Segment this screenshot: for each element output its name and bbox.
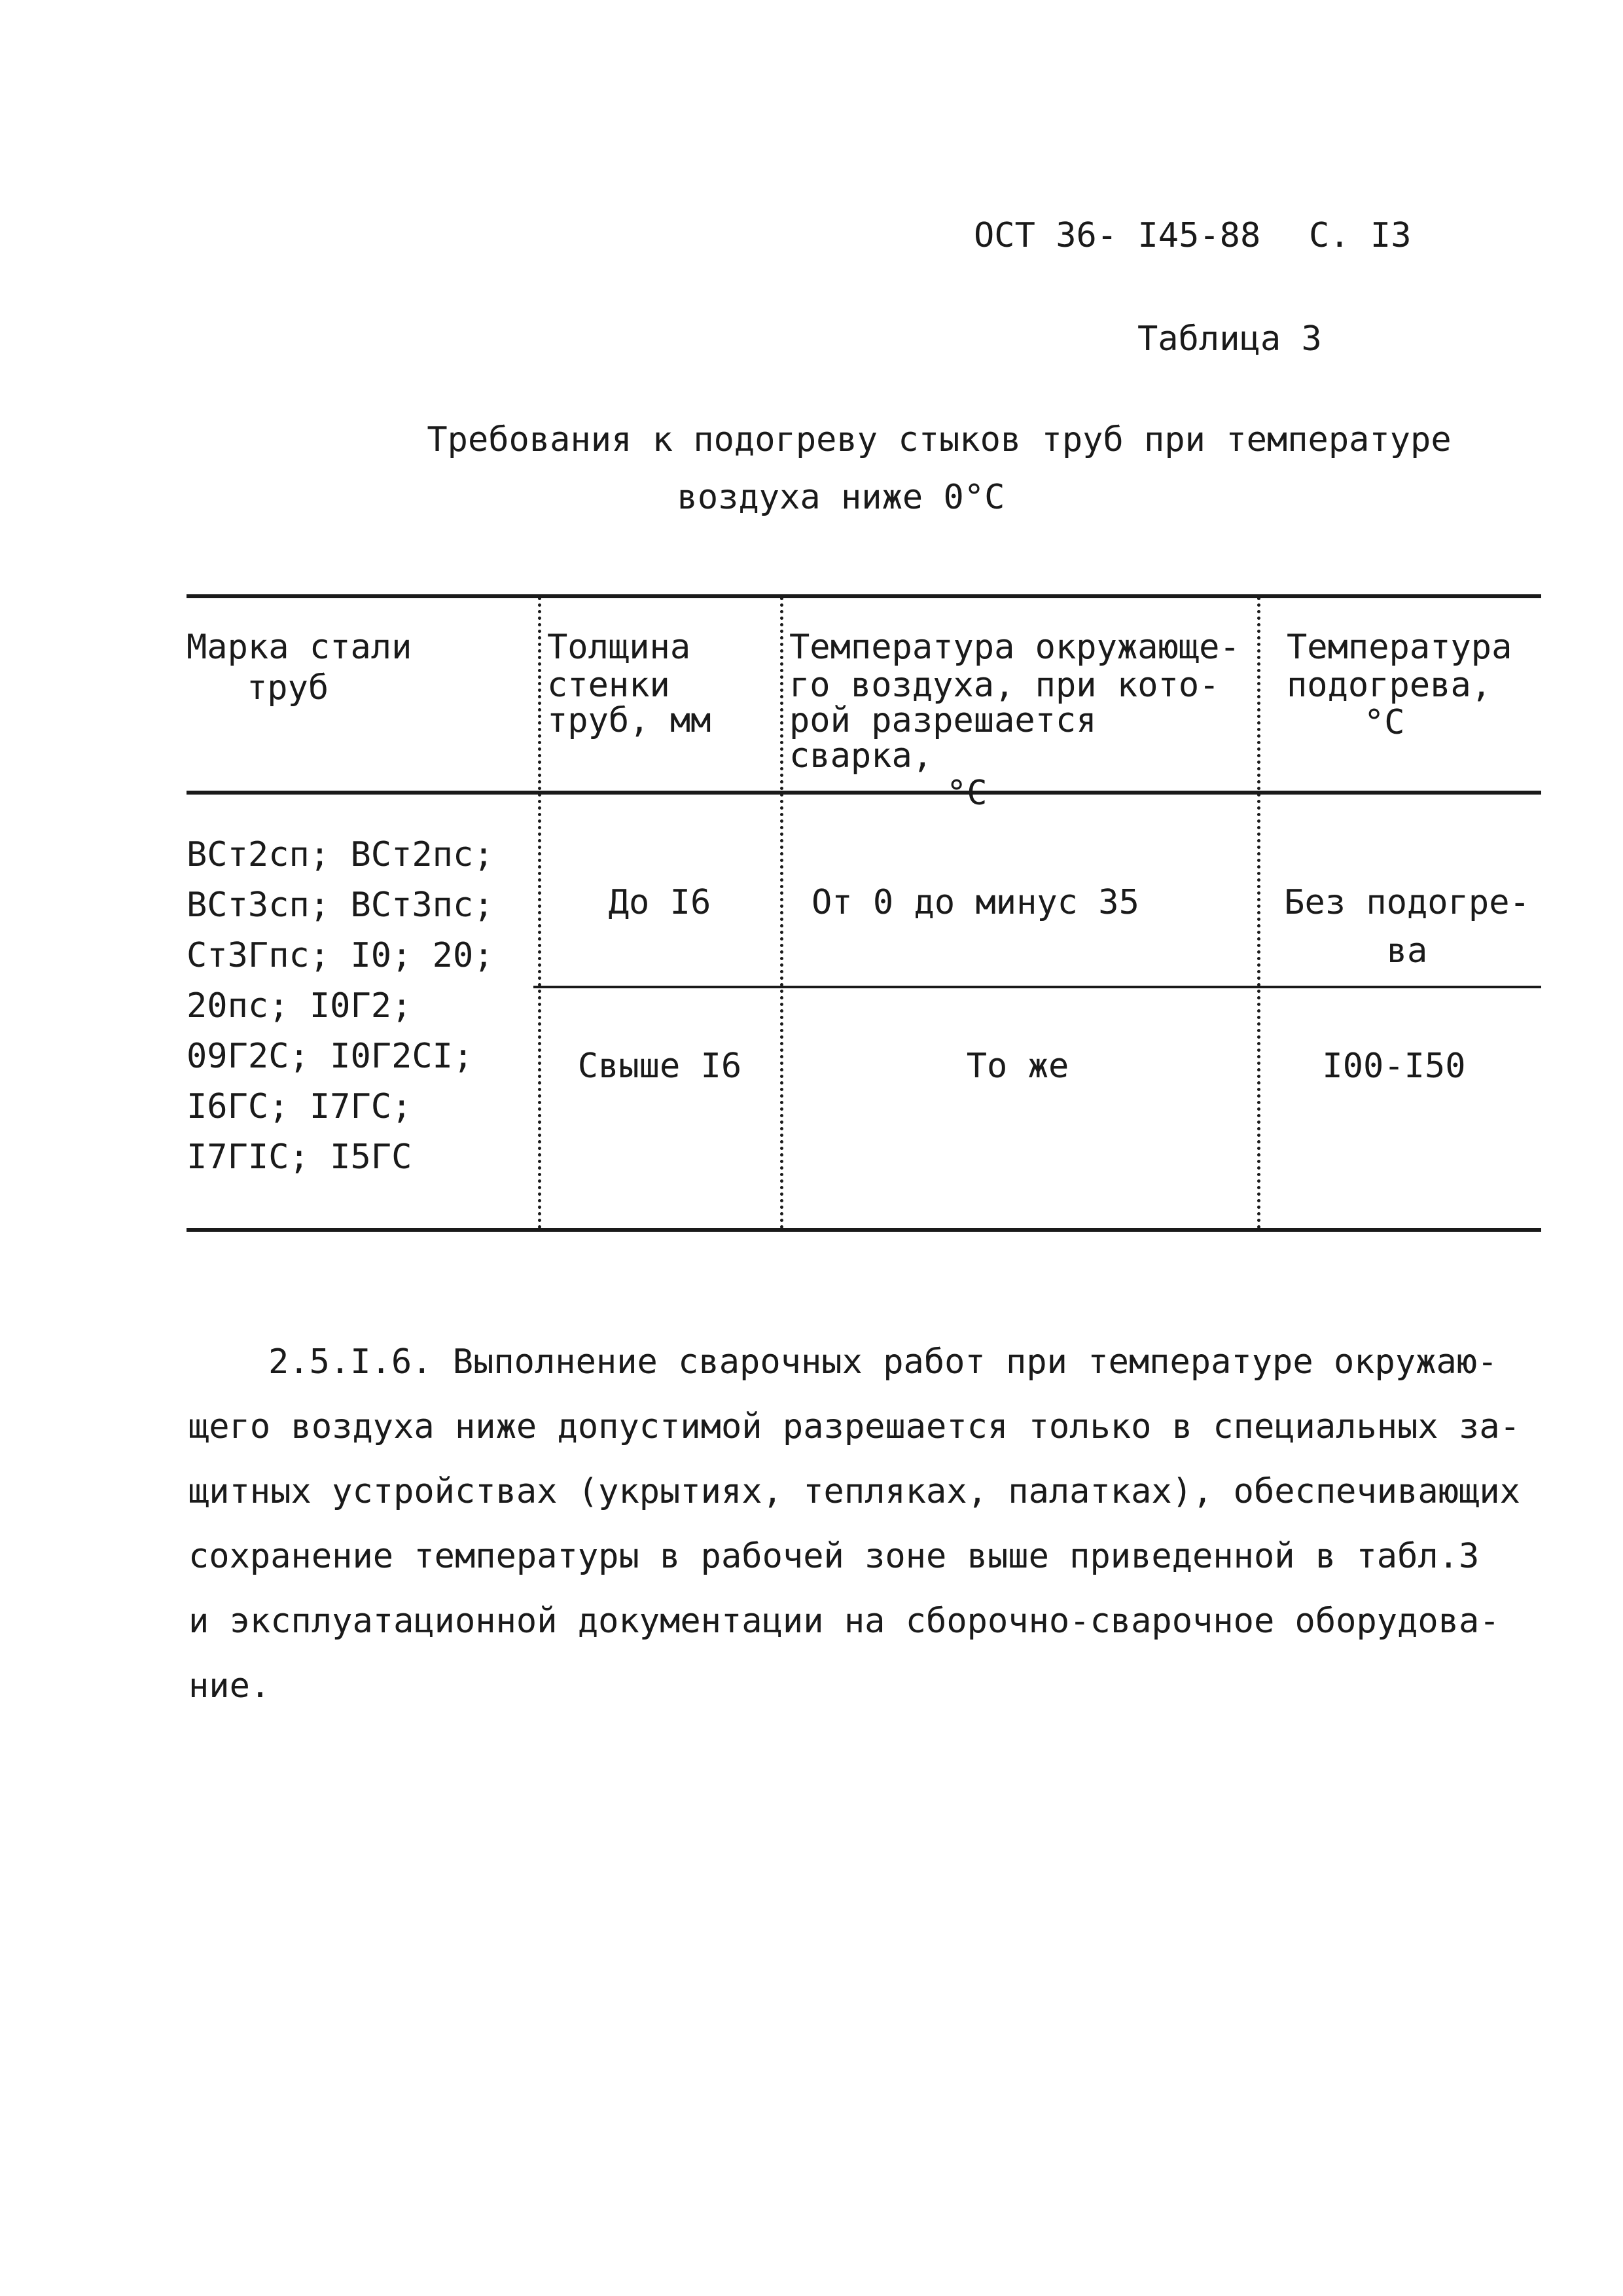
table-top-rule <box>187 594 1541 598</box>
row2-thickness: Свыше I6 <box>577 1047 742 1086</box>
steel-grade-line: ВСт2сп; ВСт2пс; <box>187 835 494 874</box>
row1-preheat: Без подогре- ва <box>1284 883 1530 971</box>
page-number: С. I3 <box>1309 216 1412 255</box>
steel-grade-line: 09Г2С; I0Г2СI; <box>187 1037 474 1076</box>
paragraph-line: сохранение температуры в рабочей зоне выше приведенной в табл.3 <box>188 1537 1480 1576</box>
row2-preheat: I00-I50 <box>1322 1047 1466 1086</box>
paragraph-line: и эксплуатационной документации на сборочно-сварочное оборудова- <box>188 1602 1500 1641</box>
table-title-line-1: Требования к подогреву стыков труб при температуре <box>427 420 1452 459</box>
table-title-line-2: воздуха ниже 0°С <box>677 478 1005 517</box>
steel-grade-line: Ст3Гпс; I0; 20; <box>187 936 494 975</box>
paragraph-line: щего воздуха ниже допустимой разрешается только в специальных за- <box>188 1407 1520 1446</box>
column-separator-1 <box>538 597 541 1229</box>
row1-thickness: До I6 <box>608 883 711 922</box>
steel-grade-line: ВСт3сп; ВСт3пс; <box>187 886 494 925</box>
steel-grade-line: I6ГС; I7ГС; <box>187 1087 412 1126</box>
header-air-temperature: Температура окружающе- го воздуха, при кото- рой разрешается сварка, °С <box>789 628 1240 813</box>
body-paragraph <box>188 1330 1543 1719</box>
row2-air-temperature: То же <box>966 1047 1069 1086</box>
header-preheat-temperature: Температура подогрева, °С <box>1287 628 1512 742</box>
table-title <box>183 411 1623 526</box>
table-row-divider <box>533 986 1541 988</box>
steel-grade-line: 20пс; I0Г2; <box>187 986 412 1026</box>
header-wall-thickness: Толщина стенки труб, мм <box>547 628 711 740</box>
document-code: ОСТ 36- I45-88 <box>974 216 1261 255</box>
paragraph-line: 2.5.I.6. Выполнение сварочных работ при температуре окружаю- <box>268 1342 1498 1382</box>
column-separator-2 <box>780 597 783 1229</box>
column-separator-3 <box>1257 597 1260 1229</box>
steel-grades-cell <box>187 830 527 1183</box>
paragraph-line: ние. <box>188 1666 271 1706</box>
table-bottom-rule <box>187 1228 1541 1232</box>
table-label: Таблица 3 <box>1137 319 1322 359</box>
paragraph-line: щитных устройствах (укрытиях, тепляках, палатках), обеспечивающих <box>188 1472 1520 1511</box>
header-steel-grade: Марка стали труб <box>187 628 412 708</box>
steel-grade-line: I7ГIС; I5ГС <box>187 1138 412 1177</box>
row1-air-temperature: От 0 до минус 35 <box>812 883 1139 922</box>
